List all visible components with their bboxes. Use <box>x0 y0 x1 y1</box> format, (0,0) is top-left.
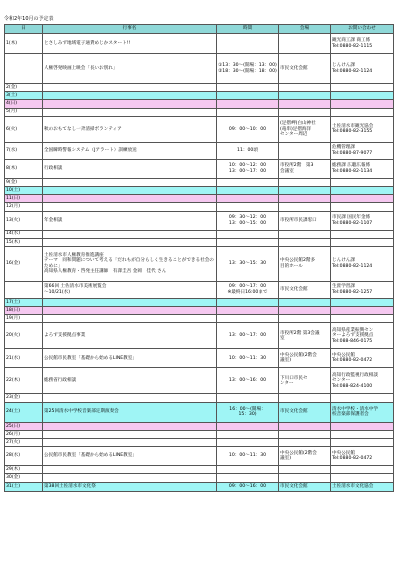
column-header-contact: お問い合わせ <box>331 25 394 34</box>
venue-cell <box>279 203 331 211</box>
table-row <box>5 84 394 92</box>
table-row <box>5 159 394 178</box>
day-cell: 29(木) <box>5 466 43 474</box>
venue-cell <box>279 34 331 54</box>
table-row <box>5 195 394 203</box>
day-cell: 21(水) <box>5 349 43 368</box>
table-row <box>5 447 394 466</box>
table-row <box>5 394 394 402</box>
table-row <box>5 422 394 430</box>
day-cell: 27(火) <box>5 439 43 447</box>
day-cell: 20(火) <box>5 323 43 349</box>
event-cell: 人権啓発映画上映会「長いお別れ」 <box>43 54 217 84</box>
time-cell <box>217 186 279 194</box>
event-cell <box>43 439 217 447</box>
venue-cell: (足摺岬)白山神社 (竜串)足摺海洋 センター周辺 <box>279 116 331 142</box>
time-cell: 10：00～11：30 <box>217 349 279 368</box>
venue-cell <box>279 439 331 447</box>
day-cell: 30(金) <box>5 474 43 482</box>
contact-cell <box>331 238 394 246</box>
venue-cell: 市民文化会館 <box>279 402 331 422</box>
time-cell: 09：00～17：00 ※最終日16:00まで <box>217 281 279 298</box>
venue-cell <box>279 315 331 323</box>
contact-cell: 清水中学校・清水中学 校音楽部保護者会 <box>331 402 394 422</box>
event-cell: 総務省行政相談 <box>43 368 217 394</box>
contact-cell: 土佐清水市観光協会 Tel:0880-82-3155 <box>331 116 394 142</box>
time-cell: 09：30～12：00 13：00～15：00 <box>217 211 279 230</box>
time-cell <box>217 92 279 100</box>
event-cell <box>43 230 217 238</box>
day-cell: 17(土) <box>5 298 43 306</box>
time-cell <box>217 203 279 211</box>
contact-cell <box>331 92 394 100</box>
contact-cell <box>331 195 394 203</box>
venue-cell <box>279 394 331 402</box>
contact-cell <box>331 315 394 323</box>
day-cell: 8(木) <box>5 159 43 178</box>
table-row <box>5 54 394 84</box>
contact-cell <box>331 108 394 116</box>
day-cell: 23(金) <box>5 394 43 402</box>
contact-cell <box>331 307 394 315</box>
contact-cell <box>331 84 394 92</box>
venue-cell <box>279 230 331 238</box>
day-cell: 31(土) <box>5 482 43 491</box>
schedule-body <box>5 34 394 492</box>
event-cell: よろず支援拠点事業 <box>43 323 217 349</box>
event-cell: 公民館市民教室「基礎から始めるLINE教室」 <box>43 349 217 368</box>
contact-cell: じんけん課 Tel:0880-82-1124 <box>331 54 394 84</box>
table-row <box>5 298 394 306</box>
venue-cell: 中央公民館2階多 目的ホール <box>279 246 331 281</box>
venue-cell: 市民文化会館 <box>279 281 331 298</box>
table-row <box>5 349 394 368</box>
event-cell: 秋のおもてなし一斉清掃ボランティア <box>43 116 217 142</box>
event-cell <box>43 430 217 438</box>
event-cell <box>43 238 217 246</box>
time-cell <box>217 422 279 430</box>
contact-cell <box>331 178 394 186</box>
venue-cell <box>279 474 331 482</box>
venue-cell: 市民文化会館 <box>279 54 331 84</box>
venue-cell <box>279 195 331 203</box>
table-row <box>5 482 394 491</box>
time-cell <box>217 474 279 482</box>
contact-cell: 高知行政監視行政相談 センター Tel:088-824-4100 <box>331 368 394 394</box>
day-cell: 15(木) <box>5 238 43 246</box>
contact-cell: 市民課 国民年金係 Tel:0880-82-1107 <box>331 211 394 230</box>
venue-cell <box>279 238 331 246</box>
venue-cell: 市役所2階 第3 会議室 <box>279 159 331 178</box>
day-cell: 25(日) <box>5 422 43 430</box>
contact-cell <box>331 298 394 306</box>
table-row <box>5 92 394 100</box>
time-cell <box>217 307 279 315</box>
contact-cell: 中央公民館 Tel:0880-82-0472 <box>331 447 394 466</box>
table-row <box>5 307 394 315</box>
time-cell: 16：00～(開場： 15：30) <box>217 402 279 422</box>
contact-cell <box>331 186 394 194</box>
table-row <box>5 211 394 230</box>
table-row <box>5 230 394 238</box>
table-row <box>5 439 394 447</box>
venue-cell: 市役所2階 第3会議 室 <box>279 323 331 349</box>
event-cell: 行政相談 <box>43 159 217 178</box>
time-cell <box>217 466 279 474</box>
table-row <box>5 430 394 438</box>
table-row <box>5 466 394 474</box>
contact-cell <box>331 100 394 108</box>
contact-cell <box>331 422 394 430</box>
contact-cell: 危機管理課 Tel:0880-87-9077 <box>331 142 394 159</box>
table-row <box>5 108 394 116</box>
day-cell: 19(月) <box>5 315 43 323</box>
contact-cell: 総務課 広聴広報係 Tel:0880-82-1134 <box>331 159 394 178</box>
event-cell: 第25回清水中学校音楽部定期演奏会 <box>43 402 217 422</box>
day-cell: 2(金) <box>5 84 43 92</box>
table-row <box>5 186 394 194</box>
event-cell: 年金相談 <box>43 211 217 230</box>
contact-cell <box>331 439 394 447</box>
event-cell <box>43 315 217 323</box>
venue-cell <box>279 298 331 306</box>
day-cell: 9(金) <box>5 178 43 186</box>
day-cell: 6(火) <box>5 116 43 142</box>
day-cell: 10(土) <box>5 186 43 194</box>
time-cell <box>217 298 279 306</box>
event-cell <box>43 474 217 482</box>
venue-cell: 中央公民館(2階会 議室) <box>279 349 331 368</box>
contact-cell <box>331 466 394 474</box>
time-cell <box>217 34 279 54</box>
venue-cell <box>279 186 331 194</box>
event-cell: 全国瞬時警報システム（Jアラート）訓練放送 <box>43 142 217 159</box>
venue-cell <box>279 422 331 430</box>
contact-cell <box>331 394 394 402</box>
time-cell: 09：00～10：00 <box>217 116 279 142</box>
day-cell: 16(金) <box>5 246 43 281</box>
venue-cell <box>279 307 331 315</box>
table-row <box>5 116 394 142</box>
venue-cell <box>279 430 331 438</box>
time-cell: ①13：30～(開場：13：00) ②18：30～(開場：18：00) <box>217 54 279 84</box>
contact-cell <box>331 474 394 482</box>
column-header-time: 時間 <box>217 25 279 34</box>
event-cell <box>43 422 217 430</box>
venue-cell: 市民文化会館 <box>279 482 331 491</box>
event-cell <box>43 466 217 474</box>
day-cell: 7(水) <box>5 142 43 159</box>
day-cell: 18(日) <box>5 307 43 315</box>
event-cell <box>43 203 217 211</box>
event-cell: 公民館市民教室「基礎から始めるLINE教室」 <box>43 447 217 466</box>
table-row <box>5 34 394 54</box>
time-cell <box>217 84 279 92</box>
time-cell <box>217 178 279 186</box>
day-cell: 11(日) <box>5 195 43 203</box>
event-cell: 第38回土佐清水市文化祭 <box>43 482 217 491</box>
column-header-day: 日 <box>5 25 43 34</box>
table-row <box>5 238 394 246</box>
time-cell <box>217 394 279 402</box>
table-row <box>5 368 394 394</box>
event-cell <box>43 195 217 203</box>
day-cell: 12(月) <box>5 203 43 211</box>
contact-cell: 中央公民館 Tel:0880-82-0472 <box>331 349 394 368</box>
table-row <box>5 142 394 159</box>
venue-cell: 市役所市民課窓口 <box>279 211 331 230</box>
table-row <box>5 474 394 482</box>
event-cell <box>43 186 217 194</box>
time-cell <box>217 439 279 447</box>
contact-cell: 観光商工課 商工係 Tel:0880-82-1115 <box>331 34 394 54</box>
contact-cell <box>331 203 394 211</box>
contact-cell: 生涯学習課 Tel:0880-82-1257 <box>331 281 394 298</box>
venue-cell <box>279 178 331 186</box>
column-header-venue: 会場 <box>279 25 331 34</box>
time-cell <box>217 430 279 438</box>
event-cell: 第66回 土佐清水市美術展覧会 ～10/21(水) <box>43 281 217 298</box>
time-cell <box>217 238 279 246</box>
time-cell <box>217 108 279 116</box>
time-cell: 13：00～16：00 <box>217 368 279 394</box>
time-cell <box>217 100 279 108</box>
event-cell <box>43 92 217 100</box>
venue-cell <box>279 466 331 474</box>
event-cell: 土佐清水市人権教育推進講座 テーマ 同和問題について考える「だれもが自分らしく生きることができる社会のために」 高知県人権教育・啓発主任講師 有澤圭吾 金岡 佳代 さん <box>43 246 217 281</box>
time-cell: 13：00～17：00 <box>217 323 279 349</box>
contact-cell: じんけん課 Tel:0880-82-1124 <box>331 246 394 281</box>
time-cell <box>217 195 279 203</box>
event-cell <box>43 307 217 315</box>
day-cell: 14(水) <box>5 230 43 238</box>
day-cell <box>5 54 43 84</box>
time-cell <box>217 230 279 238</box>
contact-cell <box>331 230 394 238</box>
venue-cell <box>279 100 331 108</box>
column-header-event: 行事名 <box>43 25 217 34</box>
venue-cell <box>279 108 331 116</box>
day-cell: 4(日) <box>5 100 43 108</box>
table-row <box>5 315 394 323</box>
table-row <box>5 323 394 349</box>
schedule-table <box>4 24 394 492</box>
time-cell: 09：00～16：00 <box>217 482 279 491</box>
venue-cell: 中央公民館(2階会 議室) <box>279 447 331 466</box>
table-row <box>5 178 394 186</box>
venue-cell <box>279 92 331 100</box>
venue-cell <box>279 84 331 92</box>
event-cell <box>43 178 217 186</box>
event-cell <box>43 108 217 116</box>
event-cell <box>43 84 217 92</box>
event-cell <box>43 298 217 306</box>
table-row <box>5 203 394 211</box>
venue-cell: 下川口市民セ ンター <box>279 368 331 394</box>
page-title: 令和2年10月の予定表 <box>4 16 54 22</box>
time-cell: 13：30～15：30 <box>217 246 279 281</box>
day-cell <box>5 281 43 298</box>
day-cell: 28(水) <box>5 447 43 466</box>
day-cell: 13(火) <box>5 211 43 230</box>
day-cell: 24(土) <box>5 402 43 422</box>
event-cell: とさしみず地域電子通貨めじかスタート!! <box>43 34 217 54</box>
day-cell: 26(月) <box>5 430 43 438</box>
day-cell: 1(木) <box>5 34 43 54</box>
contact-cell <box>331 430 394 438</box>
table-row <box>5 281 394 298</box>
table-row <box>5 246 394 281</box>
day-cell: 5(月) <box>5 108 43 116</box>
time-cell: 11：00頃 <box>217 142 279 159</box>
time-cell: 10：00～11：30 <box>217 447 279 466</box>
contact-cell: 高知県産業振興セン ターよろず支援拠点 Tel:088-846-0175 <box>331 323 394 349</box>
header-row <box>5 25 394 34</box>
contact-cell: 土佐清水市文化協会 <box>331 482 394 491</box>
event-cell <box>43 394 217 402</box>
event-cell <box>43 100 217 108</box>
time-cell: 10：00～12：00 13：00～17：00 <box>217 159 279 178</box>
table-row <box>5 402 394 422</box>
venue-cell <box>279 142 331 159</box>
time-cell <box>217 315 279 323</box>
day-cell: 3(土) <box>5 92 43 100</box>
day-cell: 22(木) <box>5 368 43 394</box>
table-row <box>5 100 394 108</box>
